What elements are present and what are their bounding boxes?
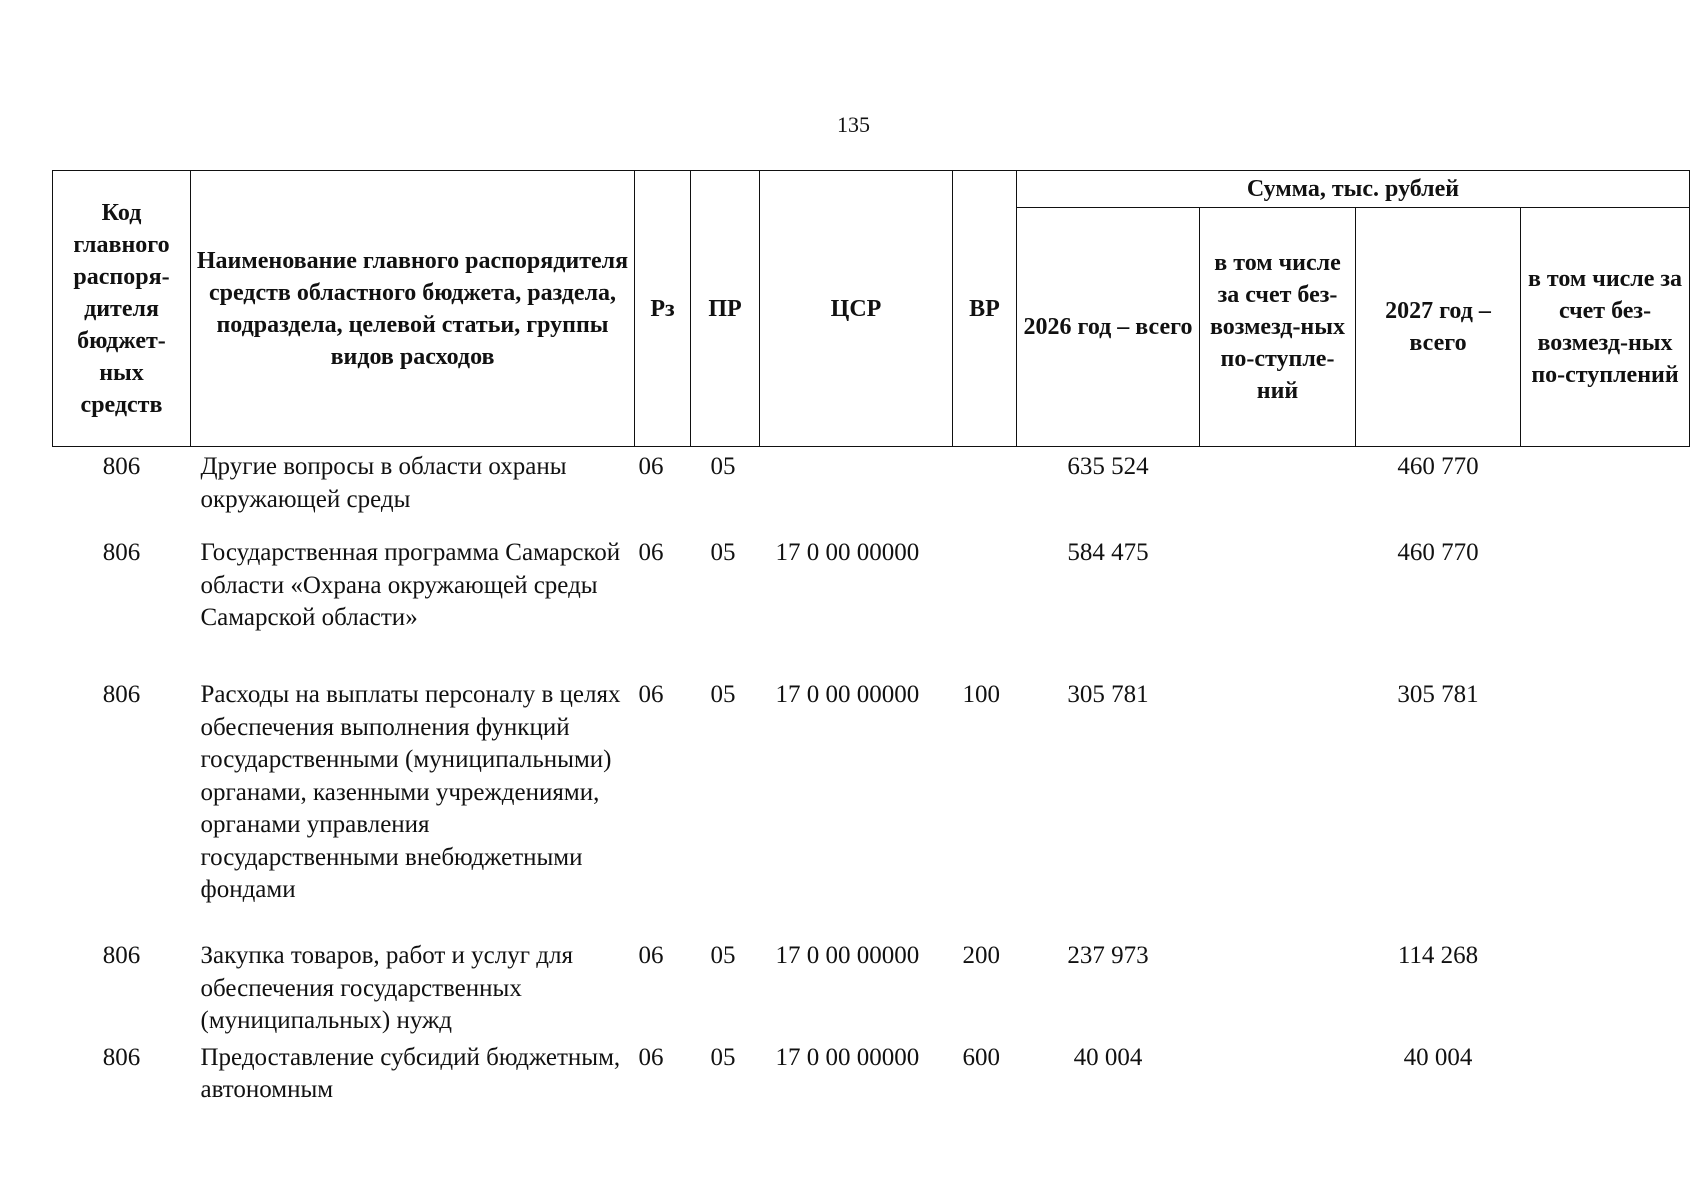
cell-csr: 17 0 00 00000 <box>775 942 920 969</box>
cell-2027-free <box>1521 1038 1690 1112</box>
table-row <box>53 675 1690 936</box>
cell-2026-total: 584 475 <box>1067 539 1149 566</box>
table-row <box>53 1038 1690 1112</box>
table-row <box>53 447 1690 534</box>
cell-2026-total: 305 781 <box>1067 681 1149 708</box>
cell-code: 806 <box>102 942 141 969</box>
cell-rz: 06 <box>638 681 664 708</box>
cell-code: 806 <box>102 453 141 480</box>
cell-2027-total: 460 770 <box>1397 453 1479 480</box>
cell-vr: 100 <box>962 681 1000 708</box>
cell-2027-free <box>1521 936 1690 1038</box>
cell-name: Расходы на выплаты персоналу в целях обеспечения выполнения функций государственными (муниципальными) органами, казенными учреждениями, органами управления государственными внебюджетными фондами <box>200 681 621 903</box>
cell-rz: 06 <box>638 1043 664 1071</box>
budget-table <box>52 170 1690 1112</box>
cell-rz: 06 <box>638 942 664 969</box>
header-2026-total: 2026 год – всего <box>1017 208 1200 447</box>
cell-csr <box>760 447 953 534</box>
header-2027-free: в том числе за счет без-возмезд-ных по-ступлений <box>1521 208 1690 447</box>
cell-vr <box>953 533 1017 675</box>
header-sum: Сумма, тыс. рублей <box>1017 171 1690 208</box>
cell-rz: 06 <box>638 453 664 480</box>
cell-code: 806 <box>102 1043 141 1071</box>
cell-csr: 17 0 00 00000 <box>775 539 920 566</box>
cell-2027-free <box>1521 447 1690 534</box>
cell-2027-total: 305 781 <box>1397 681 1479 708</box>
table-row <box>53 936 1690 1038</box>
cell-name: Предоставление субсидий бюджетным, автономным <box>200 1043 621 1103</box>
cell-2027-total: 40 004 <box>1403 1043 1473 1071</box>
table-row <box>53 533 1690 675</box>
header-vr: ВР <box>953 171 1017 447</box>
header-2026-free: в том числе за счет без-возмезд-ных по-ступле-ний <box>1200 208 1356 447</box>
table-header <box>53 171 1690 447</box>
cell-2026-total: 635 524 <box>1067 453 1149 480</box>
cell-pr: 05 <box>710 942 736 969</box>
cell-2026-total: 40 004 <box>1073 1043 1143 1071</box>
cell-code: 806 <box>102 681 141 708</box>
cell-vr <box>953 447 1017 534</box>
header-csr: ЦСР <box>760 171 953 447</box>
cell-2026-free <box>1200 447 1356 534</box>
header-pr: ПР <box>691 171 760 447</box>
cell-pr: 05 <box>710 1043 736 1071</box>
cell-2026-free <box>1200 675 1356 936</box>
cell-csr: 17 0 00 00000 <box>775 1043 920 1071</box>
cell-csr: 17 0 00 00000 <box>775 681 920 708</box>
cell-2026-free <box>1200 936 1356 1038</box>
cell-pr: 05 <box>710 681 736 708</box>
header-code: Код главного распоря-дителя бюджет-ных средств <box>53 171 191 447</box>
header-2027-total: 2027 год – всего <box>1356 208 1521 447</box>
cell-pr: 05 <box>710 539 736 566</box>
cell-name: Государственная программа Самарской области «Охрана окружающей среды Самарской области» <box>200 539 621 631</box>
cell-rz: 06 <box>638 539 664 566</box>
header-name: Наименование главного распорядителя средств областного бюджета, раздела, подраздела, целевой статьи, группы видов расходов <box>191 171 635 447</box>
cell-vr: 200 <box>962 942 1000 969</box>
cell-2027-free <box>1521 675 1690 936</box>
cell-2026-free <box>1200 1038 1356 1112</box>
page-number: 135 <box>837 112 870 137</box>
cell-2027-total: 114 268 <box>1397 942 1479 969</box>
cell-code: 806 <box>102 539 141 566</box>
cell-name: Другие вопросы в области охраны окружающей среды <box>200 453 567 513</box>
cell-pr: 05 <box>710 453 736 480</box>
header-rz: Рз <box>635 171 691 447</box>
table-body <box>53 447 1690 1112</box>
cell-2027-total: 460 770 <box>1397 539 1479 566</box>
cell-name: Закупка товаров, работ и услуг для обеспечения государственных (муниципальных) нужд <box>200 942 573 1034</box>
cell-2026-total: 237 973 <box>1067 942 1149 969</box>
cell-2026-free <box>1200 533 1356 675</box>
cell-2027-free <box>1521 533 1690 675</box>
cell-vr: 600 <box>962 1043 1000 1071</box>
